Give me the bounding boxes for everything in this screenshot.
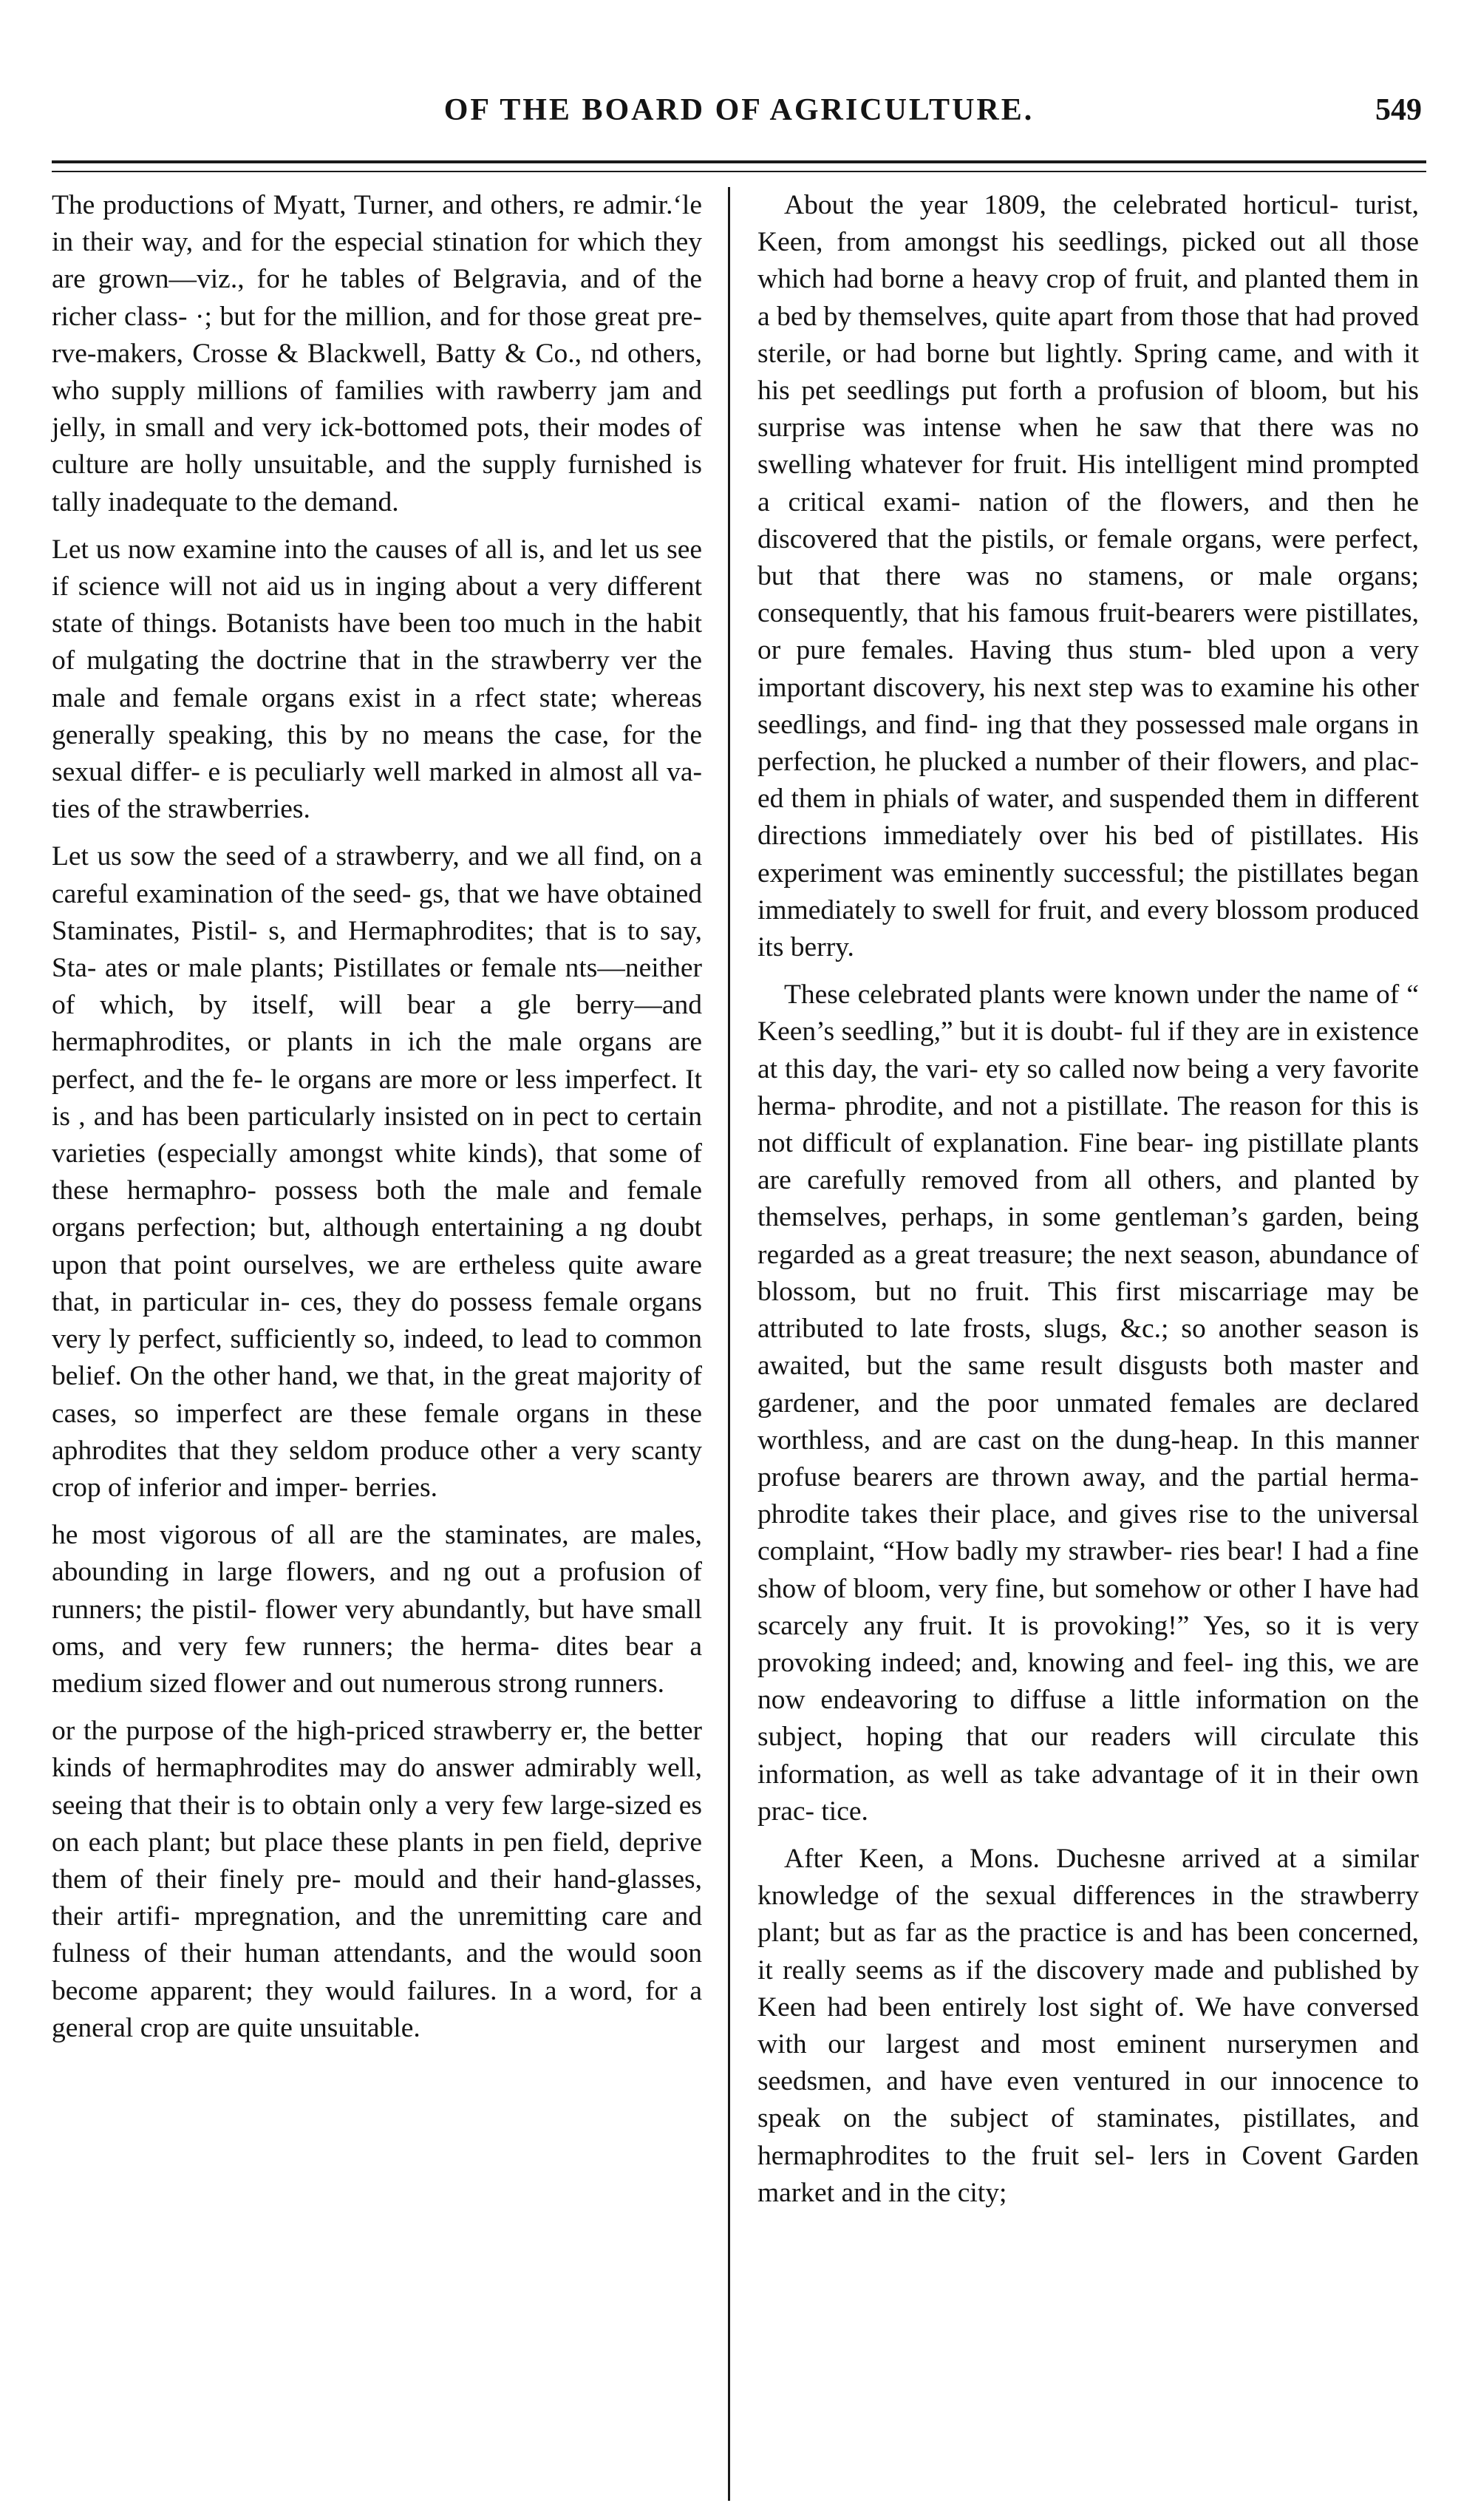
paragraph: or the purpose of the high-priced strawberry er, the better kinds of hermaphrodites may do answer admirably well, seeing that their is to obtain only a very few large-sized es on each plant; but place these plants in pen field, deprive them of their finely pre- mould and their hand-glasses, their artifi- mpregnation, and the unremitting care and fulness of their human attendants, and the would soon become apparent; they would failures. In a word, for a general crop are quite unsuitable.: [52, 1716, 702, 2043]
paragraph: After Keen, a Mons. Duchesne arrived at a similar knowledge of the sexual differences in the strawberry plant; but as far as the practice is and has been concerned, it really seems as if the discovery made and published by Keen had been entirely lost sight of. We have conversed with our largest and most eminent nurserymen and seedsmen, and have even ventured in our innocence to speak on the subject of staminates, pistillates, and hermaphrodites to the fruit sel- lers in Covent Garden market and in the city;: [757, 1843, 1419, 2208]
running-title: OF THE BOARD OF AGRICULTURE.: [443, 93, 1035, 127]
paragraph: Let us now examine into the causes of all is, and let us see if science will not aid us in inging about a very different state of things. Botanists have been too much in the habit of mulgating the doctrine that in the strawberry ver the male and female organs exist in a rfect state; whereas generally speaking, this by no means the case, for the sexual differ- e is peculiarly well marked in almost all va- ties of the strawberries.: [52, 534, 702, 825]
page-header: [52, 92, 1426, 144]
paragraph: About the year 1809, the celebrated horticul- turist, Keen, from amongst his seedlings, picked out all those which had borne a heavy crop of fruit, and planted them in a bed by themselves, quite apart from those that had proved sterile, or had borne but lightly. Spring came, and with it his pet seedlings put forth a profusion of bloom, but his surprise was intense when he saw that there was no swelling whatever for fruit. His intelligent mind prompted a critical exami- nation of the flowers, and then he discovered that the pistils, or female organs, were perfect, but that there was no stamens, or male organs; consequently, that his famous fruit-bearers were pistillates, or pure females. Having thus stum- bled upon a very important discovery, his next step was to examine his other seedlings, and find- ing that they possessed male organs in perfection, he plucked a number of their flowers, and plac- ed them in phials of water, and suspended them in different directions immediately over his bed of pistillates. His experiment was eminently successful; the pistillates began immediately to swell for fruit, and every blossom produced its berry.: [757, 190, 1419, 963]
paragraph: These celebrated plants were known under the name of “ Keen’s seedling,” but it is doubt- ful if they are in existence at this day, the vari- ety so called now being a very favorite herma- phrodite, and not a pistillate. The reason for this is not difficult of explanation. Fine bear- ing pistillate plants are carefully removed from all others, and planted by themselves, perhaps, in some gentleman’s garden, being regarded as a great treasure; the next season, abundance of blossom, but no fruit. This first miscarriage may be attributed to late frosts, slugs, &c.; so another season is awaited, but the same result disgusts both master and gardener, and the poor unmated females are declared worthless, and are cast on the dung-heap. In this manner profuse bearers are thrown away, and the partial herma- phrodite takes their place, and gives rise to the universal complaint, “How badly my strawber- ries bear! I had a fine show of bloom, very fine, but somehow or other I have had scarcely any fruit. It is provoking!” Yes, so it is very provoking indeed; and, knowing and feel- ing this, we are now endeavoring to diffuse a little information on the subject, hoping that our readers will circulate this information, as well as take advantage of it in their own prac- tice.: [757, 979, 1419, 1827]
paragraph: Let us sow the seed of a strawberry, and we all find, on a careful examination of the seed- gs, that we have obtained Staminates, Pistil- s, and Hermaphrodites; that is to say, Sta- ates or male plants; Pistillates or female nts—neither of which, by itself, will bear a gle berry—and hermaphrodites, or plants in ich the male organs are perfect, and the fe- le organs are more or less imperfect. It is , and has been particularly insisted on in pect to certain varieties (especially amongst white kinds), that some of these hermaphro- possess both the male and female organs perfection; but, although entertaining a ng doubt upon that point ourselves, we are ertheless quite aware that, in particular in- ces, they do possess female organs very ly perfect, sufficiently so, indeed, to lead to common belief. On the other hand, we that, in the great majority of cases, so imperfect are these female organs in these aphrodites that they seldom produce other a very scanty crop of inferior and imper- berries.: [52, 841, 702, 1503]
text-columns: [52, 187, 1426, 2495]
right-column: [757, 187, 1419, 2222]
column-divider: [728, 187, 730, 2501]
header-double-rule: [52, 160, 1426, 172]
left-column: [52, 187, 702, 2057]
paragraph: The productions of Myatt, Turner, and others, re admir.ʻle in their way, and for the especial stination for which they are grown—viz., for he tables of Belgravia, and of the richer class- ·; but for the million, and for those great pre- rve-makers, Crosse & Blackwell, Batty & Co., nd others, who supply millions of families with rawberry jam and jelly, in small and very ick-bottomed pots, their modes of culture are holly unsuitable, and the supply furnished is tally inadequate to the demand.: [52, 190, 702, 517]
page-number: 549: [1375, 93, 1422, 127]
paragraph: he most vigorous of all are the staminates, are males, abounding in large flowers, and ng out a profusion of runners; the pistil- flower very abundantly, but have small oms, and very few runners; the herma- dites bear a medium sized flower and out numerous strong runners.: [52, 1520, 702, 1699]
book-page: [52, 92, 1426, 2495]
